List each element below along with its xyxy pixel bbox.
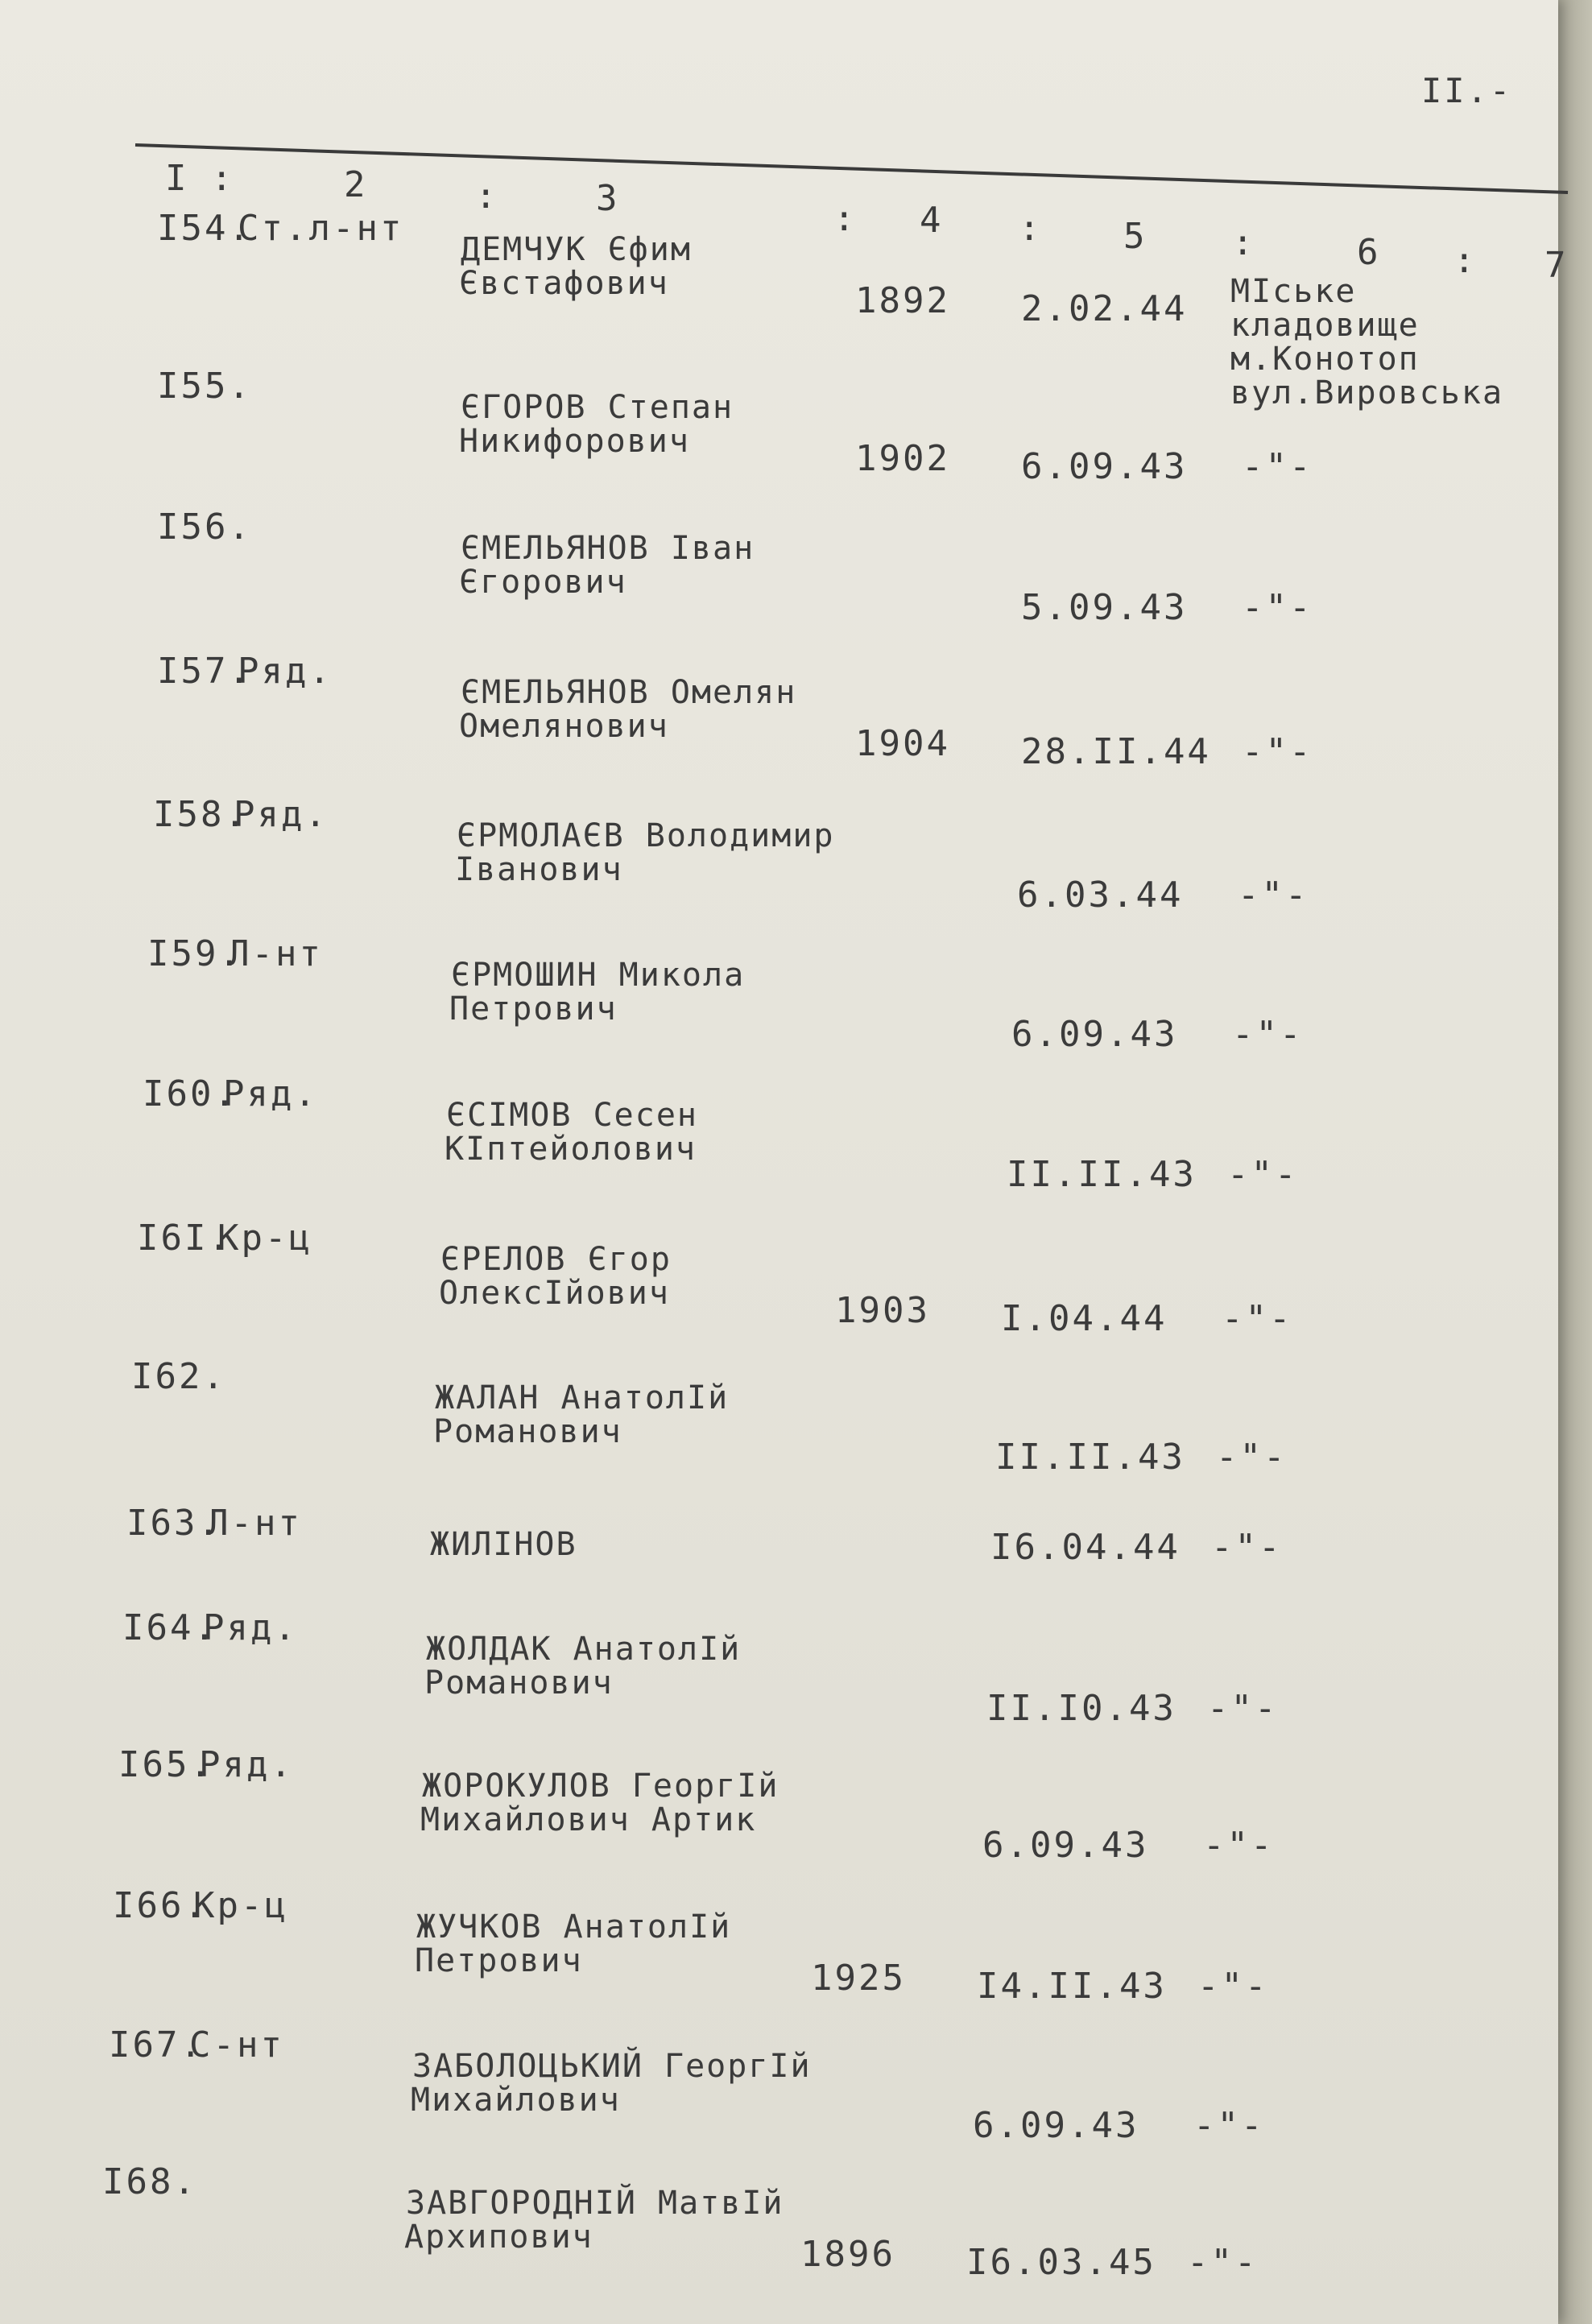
column-separator: : [833,198,858,239]
burial-place-line: кладовище [1230,307,1420,344]
full-name-surname: ЄРМОШИН Микола [451,957,746,994]
death-date: 6.09.43 [982,1825,1149,1866]
military-rank: Ряд. [238,651,333,692]
full-name-patronymic: Євстафович [459,265,669,302]
full-name-patronymic: Михайлович Артик [420,1801,757,1838]
full-name-surname: ЗАБОЛОЦЬКИЙ ГеоргІй [412,2048,812,2085]
entry-number: I68. [102,2161,197,2202]
military-rank: С-нт [189,2024,284,2066]
entry-number: I67. [109,2024,204,2066]
burial-place-line: вул.Вировська [1230,374,1504,411]
full-name-surname: ЖУЧКОВ АнатолІй [416,1908,732,1946]
death-date: 6.09.43 [1021,446,1188,487]
birth-year: 1892 [855,280,950,321]
full-name-surname: ЄМЕЛЬЯНОВ Омелян [461,674,797,711]
entry-number: I62. [131,1356,226,1397]
ditto-mark: -"- [1242,587,1313,628]
full-name-surname: ЄРМОЛАЄВ Володимир [457,817,835,854]
death-date: I6.04.44 [990,1527,1181,1568]
entry-number: I55. [157,366,252,407]
full-name-surname: ЖАЛАН АнатолІй [435,1379,730,1416]
entry-number: I59. [147,933,242,974]
entry-number: I56. [157,507,252,548]
full-name-surname: ЄМЕЛЬЯНОВ Іван [461,530,755,567]
full-name-patronymic: Архипович [404,2219,593,2256]
entry-number: I54. [157,208,252,249]
ditto-mark: -"- [1242,731,1313,772]
military-rank: Ряд. [223,1073,318,1114]
ditto-mark: -"- [1187,2242,1259,2283]
column-header-label: 5 [1123,216,1147,257]
full-name-patronymic: Никифорович [459,423,690,460]
ditto-mark: -"- [1232,1014,1304,1055]
ditto-mark: -"- [1203,1825,1275,1866]
burial-place-line: МІське [1230,273,1357,310]
column-header-label: 7 [1544,245,1569,286]
column-separator: : [1019,208,1043,249]
full-name-surname: ЄГОРОВ Степан [461,389,734,426]
full-name-surname: ЖОЛДАК АнатолІй [426,1631,742,1668]
birth-year: 1904 [855,723,950,764]
ditto-mark: -"- [1227,1154,1299,1195]
column-header-label: 2 [344,164,368,205]
full-name-patronymic: Романович [424,1664,614,1702]
ditto-mark: -"- [1193,2105,1265,2146]
birth-year: 1925 [811,1958,906,1999]
full-name-patronymic: Петрович [449,990,618,1028]
column-header-label: 6 [1357,232,1381,273]
entry-number: I60. [143,1073,238,1114]
ditto-mark: -"- [1211,1527,1283,1568]
entry-number: I64. [122,1607,217,1648]
full-name-patronymic: ОлексІйович [439,1275,670,1312]
entry-number: I58. [153,794,248,835]
ditto-mark: -"- [1222,1298,1293,1339]
entry-number: I63. [126,1503,221,1544]
column-header-label: 4 [920,200,944,241]
entry-number: I65. [118,1744,213,1785]
column-separator: : [1453,240,1478,281]
full-name-patronymic: Михайлович [411,2082,621,2119]
death-date: 28.II.44 [1021,731,1211,772]
column-separator: : [1232,222,1256,263]
death-date: II.I0.43 [986,1688,1176,1729]
military-rank: Кр-ц [193,1885,288,1926]
entry-number: I66. [113,1885,208,1926]
death-date: II.II.43 [995,1437,1185,1478]
page-edge-shadow [1558,0,1592,2324]
birth-year: 1902 [855,438,950,479]
full-name-patronymic: Іванович [455,851,623,888]
full-name-surname: ДЕМЧУК Єфим [461,231,692,268]
birth-year: 1903 [835,1290,930,1331]
ditto-mark: -"- [1197,1966,1269,2007]
death-date: I.04.44 [1001,1298,1168,1339]
death-date: 2.02.44 [1021,288,1188,329]
military-rank: Л-нт [207,1503,302,1544]
ditto-mark: -"- [1238,875,1309,916]
column-header-label: 3 [596,178,620,219]
birth-year: 1896 [800,2234,895,2275]
military-rank: Л-нт [228,933,323,974]
full-name-surname: ЖОРОКУЛОВ ГеоргІй [422,1768,779,1805]
ditto-mark: -"- [1207,1688,1279,1729]
military-rank: Кр-ц [217,1218,312,1259]
military-rank: Ряд. [199,1744,294,1785]
full-name-patronymic: Романович [433,1413,622,1450]
full-name-surname: ЖИЛІНОВ [430,1526,577,1563]
military-rank: Ст.л-нт [238,208,404,249]
death-date: I4.II.43 [977,1966,1167,2007]
full-name-surname: ЄСІМОВ Сесен [446,1097,698,1134]
military-rank: Ряд. [234,794,329,835]
death-date: 6.09.43 [973,2105,1139,2146]
death-date: II.II.43 [1007,1154,1197,1195]
full-name-patronymic: Єгорович [459,564,627,601]
entry-number: I6I. [137,1218,232,1259]
ditto-mark: -"- [1216,1437,1288,1478]
full-name-patronymic: КІптейолович [445,1131,697,1168]
full-name-surname: ЄРЕЛОВ Єгор [440,1241,672,1278]
death-date: 5.09.43 [1021,587,1188,628]
death-date: I6.03.45 [966,2242,1156,2283]
full-name-patronymic: Петрович [415,1942,583,1979]
column-separator: : [211,158,235,199]
death-date: 6.03.44 [1017,875,1184,916]
full-name-patronymic: Омелянович [459,708,669,745]
full-name-surname: ЗАВГОРОДНІЙ МатвІй [406,2185,784,2222]
page-number: II.- [1421,71,1513,110]
death-date: 6.09.43 [1011,1014,1178,1055]
entry-number: I57. [157,651,252,692]
military-rank: Ряд. [203,1607,298,1648]
column-header-label: I [165,158,189,199]
column-separator: : [475,176,499,217]
ditto-mark: -"- [1242,446,1313,487]
burial-place-line: м.Конотоп [1230,341,1420,378]
